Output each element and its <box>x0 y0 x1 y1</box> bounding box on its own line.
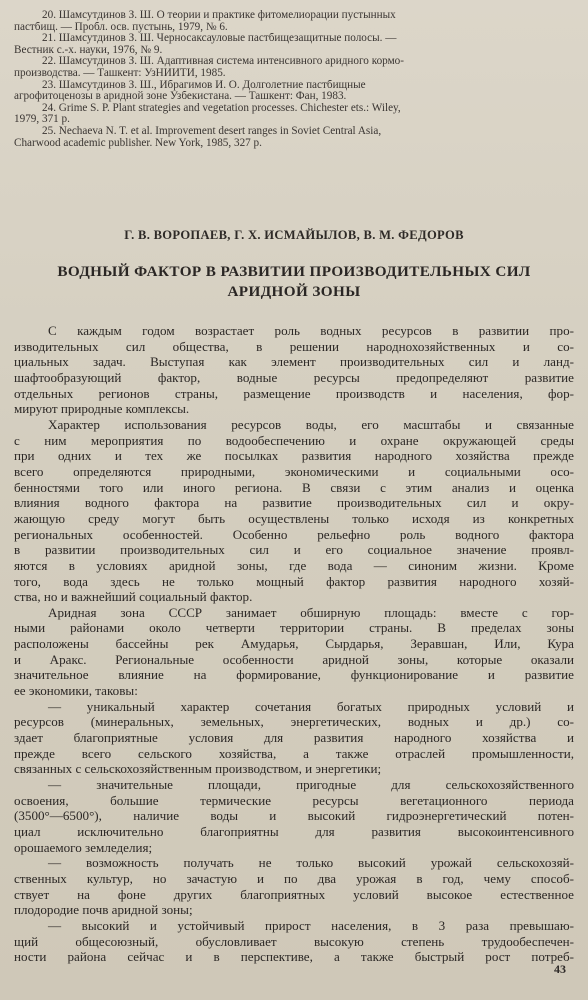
body-text-line: — значительные площади, пригодные для сельскохозяйственного <box>48 777 574 793</box>
body-text-line: — высокий и устойчивый прирост населения, в 3 раза превышаю- <box>48 917 574 933</box>
page-number: 43 <box>554 962 566 976</box>
reference-line: 20. Шамсутдинов З. Ш. О теории и практике фитомелиорации пустынных <box>42 10 396 21</box>
body-text-line: прежде всего сельского хозяйства, а также отраслей промышленности, <box>14 745 574 761</box>
body-text-line: мируют природные комплексы. <box>14 401 190 417</box>
body-text-line: плодородие почв аридной зоны; <box>14 902 193 918</box>
body-text-line: ства, но и важнейший социальный фактор. <box>14 589 253 605</box>
reference-line: 25. Nechaeva N. T. et al. Improvement desert ranges in Soviet Central Asia, <box>42 125 382 137</box>
reference-line: 21. Шамсутдинов З. Ш. Черносаксауловые пастбищезащитные полосы. — <box>42 33 397 45</box>
body-text-line: (3500°—6500°), наличие воды и высокий гидроэнергетический потен- <box>14 808 574 824</box>
body-text-line: — возможность получать не только высокий урожай сельскохозяй- <box>48 855 574 871</box>
body-text-line: щий общесоюзный, обусловливает высокую степень трудообеспечен- <box>14 933 574 949</box>
body-text-line: значительное влияние на формирование, функционирование и развитие <box>14 667 574 683</box>
body-text-line: шафтообразующий фактор, водные ресурсы предопределяют развитие <box>14 369 574 385</box>
body-text-line: орошаемого земледелия; <box>14 839 153 855</box>
body-text-line: С каждым годом возрастает роль водных ресурсов в развитии про- <box>48 323 574 338</box>
body-text-line: с ним мероприятия по водообеспечению и охране окружающей среды <box>14 432 574 448</box>
body-text-line: ственных культур, но зачастую и по два урожая в год, чему способ- <box>14 870 574 886</box>
body-text-line: и Аракс. Региональные особенности аридной зоны, которые оказали <box>14 651 574 667</box>
reference-line: 22. Шамсутдинов З. Ш. Адаптивная система интенсивного аридного кормо- <box>42 56 404 68</box>
reference-line: Charwood academic publisher. New York, 1985, 327 p. <box>14 137 262 149</box>
body-text-line: жающую среду могут быть осуществлены только исходя из конкретных <box>14 510 574 526</box>
body-text-line: — уникальный характер сочетания богатых природных условий и <box>48 698 574 714</box>
body-text-line: Характер использования ресурсов воды, его масштабы и связанные <box>48 416 574 432</box>
body-text-line: расположены бассейны рек Амударья, Сырдарья, Зеравшан, Или, Кура <box>14 636 574 652</box>
body-text-line: ствует на фоне других благоприятных условий высокое естественное <box>14 886 574 902</box>
body-text-line: влияния водного фактора на развитие производительных сил и окру- <box>14 495 574 511</box>
body-text-line: при одних и тех же посылках развития народного хозяйства прежде <box>14 448 574 464</box>
body-text-line: региональных особенностей. Особенно рельефно роль водного фактора <box>14 526 574 542</box>
body-text-line: ности района сейчас и в перспективе, а также быстрый рост потреб- <box>14 949 574 965</box>
reference-line: производства. — Ташкент: УзНИИТИ, 1985. <box>14 67 226 79</box>
reference-list <box>14 10 574 149</box>
body-text-line: циал исключительно благоприятны для развития высокоинтенсивного <box>14 824 574 839</box>
body-text-line: здает благоприятные условия для развития народного хозяйства и <box>14 730 574 746</box>
reference-line: 1979, 371 p. <box>14 114 70 126</box>
body-text-line: ными районами около четверти территории страны. В пределах зоны <box>14 620 574 636</box>
article-title-line: ВОДНЫЙ ФАКТОР В РАЗВИТИИ ПРОИЗВОДИТЕЛЬНЫХ СИЛ <box>57 263 531 280</box>
body-text-line: ресурсов (минеральных, земельных, энергетических, водных и др.) со- <box>14 714 574 730</box>
body-text-line: отдельных регионов страны, размещение производств и населения, фор- <box>14 385 574 401</box>
body-text-line: Аридная зона СССР занимает обширную площадь: вместе с гор- <box>48 604 574 620</box>
body-text-line: в развитии производительных сил и его социальное значение проявл- <box>14 542 574 558</box>
reference-line: пастбищ. — Пробл. осв. пустынь, 1979, № 6. <box>14 21 228 33</box>
body-text-line: циальных задач. Выступая как элемент производительных сил и ланд- <box>14 354 574 370</box>
reference-line: Вестник с.-х. науки, 1976, № 9. <box>14 44 163 56</box>
reference-line: 24. Grime S. P. Plant strategies and vegetation processes. Chichester ets.: Wiley, <box>42 102 401 114</box>
body-text-line: изводительных сил общества, в решении народнохозяйственных и со- <box>14 338 574 354</box>
article-authors: Г. В. ВОРОПАЕВ, Г. Х. ИСМАЙЫЛОВ, В. М. ФЕДОРОВ <box>124 228 464 242</box>
reference-line: 23. Шамсутдинов З. Ш., Ибрагимов И. О. Долголетние пастбищные <box>42 79 366 91</box>
body-text-line: ее экономики, таковы: <box>14 683 138 699</box>
article-title-line: АРИДНОЙ ЗОНЫ <box>227 283 361 300</box>
body-text-line: освоения, большие термические ресурсы вегетационного периода <box>14 792 574 808</box>
body-text-line: яются в условиях аридной зоны, где вода — синоним жизни. Кроме <box>14 557 574 573</box>
body-text-line: всего определяются природными, экономическими и социальными осо- <box>14 463 574 479</box>
body-text-line: связанных с сельскохозяйственным производством, и энергетики; <box>14 761 382 777</box>
article-title <box>26 262 562 302</box>
body-text-line: того, вода здесь не только мощный фактор развития народного хозяй- <box>14 573 574 589</box>
body-text-line: бенностями того или иного региона. В связи с этим анализ и оценка <box>14 479 574 495</box>
article-body <box>14 323 574 965</box>
reference-line: агрофитоценозы в аридной зоне Узбекистана. — Ташкент: Фан, 1983. <box>14 91 347 103</box>
